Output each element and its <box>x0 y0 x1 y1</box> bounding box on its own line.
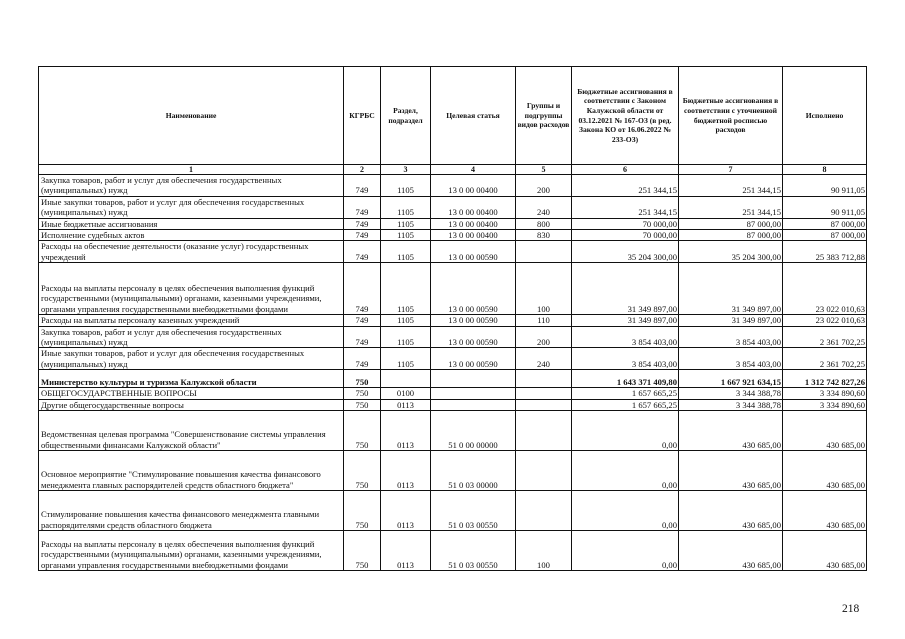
row-section: 1105 <box>381 230 431 241</box>
row-kgrbs: 749 <box>344 230 381 241</box>
row-executed: 3 334 890,60 <box>783 399 867 410</box>
row-expense-type <box>516 491 572 531</box>
row-kgrbs: 750 <box>344 411 381 451</box>
row-expense-type <box>516 388 572 399</box>
row-section: 1105 <box>381 196 431 218</box>
header-target: Целевая статья <box>431 67 516 165</box>
row-kgrbs: 749 <box>344 326 381 348</box>
table-row <box>39 399 867 410</box>
row-law-allocation: 3 854 403,00 <box>572 326 679 348</box>
header-kgrbs: КГРБС <box>344 67 381 165</box>
row-refined-allocation: 31 349 897,00 <box>679 315 783 326</box>
row-executed: 430 685,00 <box>783 491 867 531</box>
row-refined-allocation: 87 000,00 <box>679 218 783 229</box>
row-refined-allocation: 251 344,15 <box>679 196 783 218</box>
row-law-allocation: 70 000,00 <box>572 218 679 229</box>
row-target <box>431 399 516 410</box>
row-name: Расходы на обеспечение деятельности (оказание услуг) государственных учреждений <box>39 241 344 263</box>
row-target: 13 0 00 00590 <box>431 241 516 263</box>
row-expense-type <box>516 399 572 410</box>
row-kgrbs: 750 <box>344 491 381 531</box>
row-law-allocation: 251 344,15 <box>572 175 679 197</box>
table-row <box>39 241 867 263</box>
table-row <box>39 370 867 388</box>
row-expense-type: 800 <box>516 218 572 229</box>
column-number: 4 <box>431 165 516 175</box>
header-section: Раздел, подраздел <box>381 67 431 165</box>
row-kgrbs: 749 <box>344 218 381 229</box>
row-name: Министерство культуры и туризма Калужской области <box>39 370 344 388</box>
row-kgrbs: 750 <box>344 388 381 399</box>
row-target: 51 0 03 00550 <box>431 531 516 571</box>
row-refined-allocation: 430 685,00 <box>679 491 783 531</box>
row-name: Другие общегосударственные вопросы <box>39 399 344 410</box>
row-section: 0113 <box>381 399 431 410</box>
column-number: 8 <box>783 165 867 175</box>
row-section: 0113 <box>381 531 431 571</box>
table-row <box>39 491 867 531</box>
row-expense-type: 200 <box>516 326 572 348</box>
row-name: Ведомственная целевая программа "Совершенствование системы управления общественными финансами Калужской области" <box>39 411 344 451</box>
row-target: 13 0 00 00590 <box>431 326 516 348</box>
row-target: 13 0 00 00400 <box>431 196 516 218</box>
row-name: Расходы на выплаты персоналу в целях обеспечения выполнения функций государственными (муниципальными) органами, казенными учреждениями, органами управления государственными внебюджетными фондами <box>39 263 344 315</box>
row-section: 1105 <box>381 175 431 197</box>
header-groups: Группы и подгруппы видов расходов <box>516 67 572 165</box>
row-target: 13 0 00 00590 <box>431 315 516 326</box>
row-executed: 90 911,05 <box>783 196 867 218</box>
row-refined-allocation: 3 344 388,78 <box>679 399 783 410</box>
row-law-allocation: 0,00 <box>572 531 679 571</box>
row-expense-type <box>516 370 572 388</box>
row-law-allocation: 1 657 665,25 <box>572 388 679 399</box>
row-name: Иные закупки товаров, работ и услуг для обеспечения государственных (муниципальных) нужд <box>39 348 344 370</box>
row-name: Расходы на выплаты персоналу в целях обеспечения выполнения функций государственными (муниципальными) органами, казенными учреждениями, органами управления государственными внебюджетными фондами <box>39 531 344 571</box>
row-refined-allocation: 31 349 897,00 <box>679 263 783 315</box>
row-target: 13 0 00 00400 <box>431 218 516 229</box>
row-law-allocation: 31 349 897,00 <box>572 263 679 315</box>
page-number: 218 <box>842 603 860 615</box>
column-number: 6 <box>572 165 679 175</box>
row-kgrbs: 750 <box>344 370 381 388</box>
row-executed: 87 000,00 <box>783 230 867 241</box>
table-row <box>39 175 867 197</box>
row-expense-type: 240 <box>516 196 572 218</box>
table-row <box>39 263 867 315</box>
column-number-row <box>39 165 867 175</box>
row-law-allocation: 1 657 665,25 <box>572 399 679 410</box>
row-section: 1105 <box>381 241 431 263</box>
row-refined-allocation: 430 685,00 <box>679 451 783 491</box>
row-name: ОБЩЕГОСУДАРСТВЕННЫЕ ВОПРОСЫ <box>39 388 344 399</box>
row-name: Закупка товаров, работ и услуг для обеспечения государственных (муниципальных) нужд <box>39 175 344 197</box>
row-kgrbs: 749 <box>344 175 381 197</box>
row-expense-type: 200 <box>516 175 572 197</box>
row-executed: 430 685,00 <box>783 531 867 571</box>
row-section: 1105 <box>381 348 431 370</box>
column-number: 2 <box>344 165 381 175</box>
table-body <box>39 175 867 571</box>
row-target: 13 0 00 00400 <box>431 230 516 241</box>
row-expense-type <box>516 451 572 491</box>
row-executed: 430 685,00 <box>783 451 867 491</box>
table-row <box>39 348 867 370</box>
row-expense-type: 100 <box>516 263 572 315</box>
row-executed: 3 334 890,60 <box>783 388 867 399</box>
row-section: 0100 <box>381 388 431 399</box>
row-executed: 23 022 010,63 <box>783 263 867 315</box>
row-target: 51 0 03 00550 <box>431 491 516 531</box>
row-expense-type: 830 <box>516 230 572 241</box>
row-name: Иные закупки товаров, работ и услуг для обеспечения государственных (муниципальных) нужд <box>39 196 344 218</box>
row-target <box>431 370 516 388</box>
header-law-allocations: Бюджетные ассигнования в соответствии с Законом Калужской области от 03.12.2021 № 167-ОЗ (в ред. Закона КО от 16.06.2022 № 233-ОЗ) <box>572 67 679 165</box>
row-name: Расходы на выплаты персоналу казенных учреждений <box>39 315 344 326</box>
header-executed: Исполнено <box>783 67 867 165</box>
row-section: 1105 <box>381 218 431 229</box>
row-refined-allocation: 87 000,00 <box>679 230 783 241</box>
header-refined-allocations: Бюджетные ассигнования в соответствии с уточненной бюджетной росписью расходов <box>679 67 783 165</box>
row-kgrbs: 750 <box>344 531 381 571</box>
row-law-allocation: 0,00 <box>572 491 679 531</box>
row-kgrbs: 750 <box>344 399 381 410</box>
column-number: 3 <box>381 165 431 175</box>
column-number: 5 <box>516 165 572 175</box>
row-executed: 23 022 010,63 <box>783 315 867 326</box>
row-name: Иные бюджетные ассигнования <box>39 218 344 229</box>
row-target <box>431 388 516 399</box>
row-executed: 87 000,00 <box>783 218 867 229</box>
row-executed: 90 911,05 <box>783 175 867 197</box>
table-row <box>39 315 867 326</box>
table-row <box>39 230 867 241</box>
row-refined-allocation: 35 204 300,00 <box>679 241 783 263</box>
row-expense-type <box>516 411 572 451</box>
row-refined-allocation: 1 667 921 634,15 <box>679 370 783 388</box>
row-kgrbs: 749 <box>344 315 381 326</box>
row-expense-type: 240 <box>516 348 572 370</box>
row-law-allocation: 35 204 300,00 <box>572 241 679 263</box>
row-section: 1105 <box>381 263 431 315</box>
row-kgrbs: 749 <box>344 241 381 263</box>
row-target: 13 0 00 00590 <box>431 348 516 370</box>
row-law-allocation: 70 000,00 <box>572 230 679 241</box>
table-row <box>39 326 867 348</box>
row-executed: 430 685,00 <box>783 411 867 451</box>
row-executed: 25 383 712,88 <box>783 241 867 263</box>
column-number: 1 <box>39 165 344 175</box>
row-refined-allocation: 430 685,00 <box>679 411 783 451</box>
row-refined-allocation: 430 685,00 <box>679 531 783 571</box>
budget-table <box>38 66 867 571</box>
row-kgrbs: 750 <box>344 451 381 491</box>
table-row <box>39 196 867 218</box>
row-law-allocation: 31 349 897,00 <box>572 315 679 326</box>
table-row <box>39 451 867 491</box>
table-row <box>39 411 867 451</box>
row-section: 0113 <box>381 491 431 531</box>
row-section: 0113 <box>381 451 431 491</box>
row-refined-allocation: 251 344,15 <box>679 175 783 197</box>
row-target: 13 0 00 00590 <box>431 263 516 315</box>
row-section: 0113 <box>381 411 431 451</box>
row-refined-allocation: 3 344 388,78 <box>679 388 783 399</box>
row-refined-allocation: 3 854 403,00 <box>679 326 783 348</box>
row-name: Исполнение судебных актов <box>39 230 344 241</box>
table-row <box>39 218 867 229</box>
row-expense-type: 100 <box>516 531 572 571</box>
row-kgrbs: 749 <box>344 263 381 315</box>
row-name: Закупка товаров, работ и услуг для обеспечения государственных (муниципальных) нужд <box>39 326 344 348</box>
row-executed: 2 361 702,25 <box>783 326 867 348</box>
row-expense-type: 110 <box>516 315 572 326</box>
header-row <box>39 67 867 165</box>
row-kgrbs: 749 <box>344 196 381 218</box>
row-law-allocation: 1 643 371 409,80 <box>572 370 679 388</box>
row-target: 51 0 03 00000 <box>431 451 516 491</box>
row-law-allocation: 251 344,15 <box>572 196 679 218</box>
table-row <box>39 531 867 571</box>
column-number: 7 <box>679 165 783 175</box>
row-kgrbs: 749 <box>344 348 381 370</box>
row-name: Основное мероприятие "Стимулирование повышения качества финансового менеджмента главных распорядителей средств областного бюджета" <box>39 451 344 491</box>
row-law-allocation: 3 854 403,00 <box>572 348 679 370</box>
row-target: 13 0 00 00400 <box>431 175 516 197</box>
row-law-allocation: 0,00 <box>572 451 679 491</box>
row-law-allocation: 0,00 <box>572 411 679 451</box>
row-section: 1105 <box>381 315 431 326</box>
row-section <box>381 370 431 388</box>
table-row <box>39 388 867 399</box>
row-executed: 1 312 742 827,26 <box>783 370 867 388</box>
row-refined-allocation: 3 854 403,00 <box>679 348 783 370</box>
row-target: 51 0 00 00000 <box>431 411 516 451</box>
header-name: Наименование <box>39 67 344 165</box>
row-executed: 2 361 702,25 <box>783 348 867 370</box>
row-name: Стимулирование повышения качества финансового менеджмента главными распорядителями средств областного бюджета <box>39 491 344 531</box>
row-expense-type <box>516 241 572 263</box>
row-section: 1105 <box>381 326 431 348</box>
